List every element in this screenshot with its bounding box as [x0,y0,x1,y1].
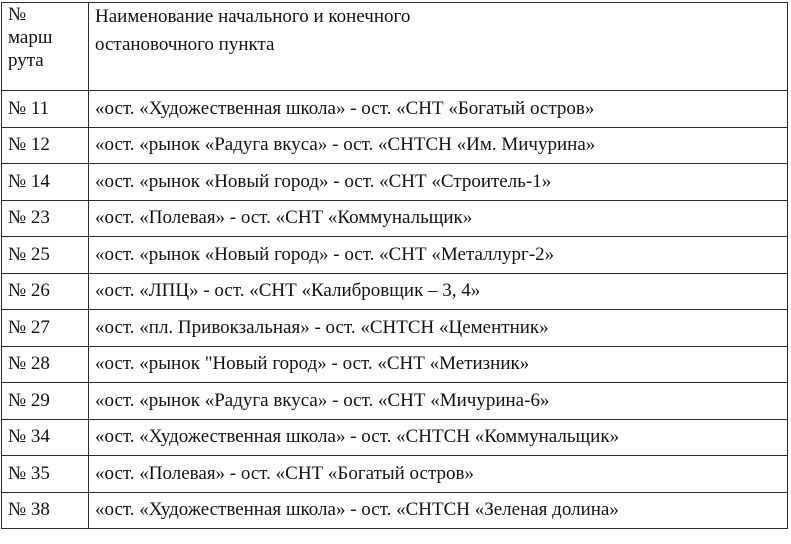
route-stops-cell: «ост. «ЛПЦ» - ост. «СНТ «Калибровщик – 3, 4» [89,273,788,310]
route-stops-cell: «ост. «пл. Привокзальная» - ост. «СНТСН «Цементник» [89,310,788,347]
header-stop-names [89,3,788,91]
header-route-number-line: рута [8,50,44,71]
table-row [2,127,788,164]
route-stops-cell: «ост. «Полевая» - ост. «СНТ «Богатый остров» [89,456,788,493]
route-stops-cell: «ост. «рынок «Новый город» - ост. «СНТ «Металлург-2» [89,237,788,274]
route-stops-cell: «ост. «рынок «Радуга вкуса» - ост. «СНТ «Мичурина-6» [89,383,788,420]
header-stop-names-line: остановочного пункта [95,34,275,55]
route-number-cell: № 26 [2,273,89,310]
header-route-number-line: № [8,4,27,25]
table-row [2,310,788,347]
table-row [2,91,788,128]
route-number-cell: № 11 [2,91,89,128]
route-number-cell: № 34 [2,419,89,456]
header-stop-names-line: Наименование начального и конечного [95,6,411,27]
table-row [2,346,788,383]
route-number-cell: № 25 [2,237,89,274]
route-number-cell: № 23 [2,200,89,237]
route-stops-cell: «ост. «рынок "Новый город» - ост. «СНТ «Метизник» [89,346,788,383]
route-stops-cell: «ост. «Художественная школа» - ост. «СНТ «Богатый остров» [89,91,788,128]
route-number-cell: № 14 [2,164,89,201]
route-stops-cell: «ост. «Полевая» - ост. «СНТ «Коммунальщик» [89,200,788,237]
table-row [2,273,788,310]
route-stops-cell: «ост. «рынок «Новый город» - ост. «СНТ «Строитель-1» [89,164,788,201]
table-row [2,492,788,529]
route-stops-cell: «ост. «рынок «Радуга вкуса» - ост. «СНТСН «Им. Мичурина» [89,127,788,164]
header-route-number [2,3,89,91]
table-row [2,456,788,493]
route-stops-cell: «ост. «Художественная школа» - ост. «СНТСН «Зеленая долина» [89,492,788,529]
routes-table [1,2,788,529]
table-row [2,237,788,274]
table-header-row [2,3,788,91]
route-number-cell: № 27 [2,310,89,347]
routes-table-body [2,3,788,529]
route-number-cell: № 12 [2,127,89,164]
table-row [2,164,788,201]
route-stops-cell: «ост. «Художественная школа» - ост. «СНТСН «Коммунальщик» [89,419,788,456]
route-number-cell: № 38 [2,492,89,529]
table-row [2,383,788,420]
route-number-cell: № 28 [2,346,89,383]
route-number-cell: № 35 [2,456,89,493]
table-row [2,419,788,456]
header-route-number-line: марш [8,27,53,48]
table-row [2,200,788,237]
route-number-cell: № 29 [2,383,89,420]
